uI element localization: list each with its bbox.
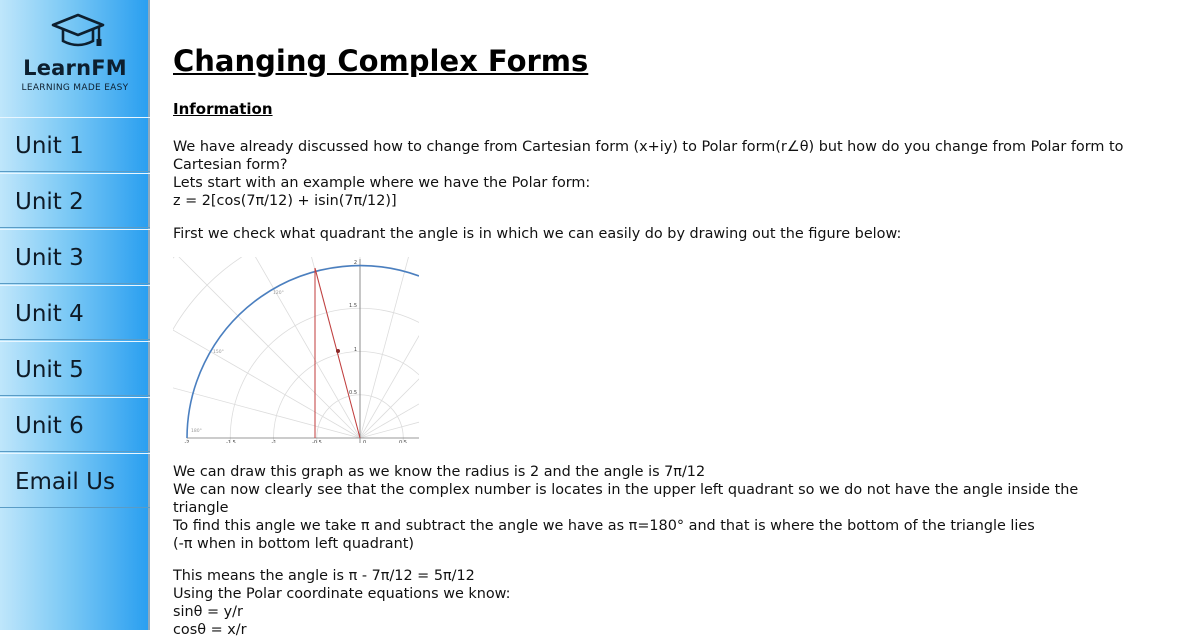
y-tick-label: 1.5 — [349, 303, 357, 309]
brand-name: LearnFM — [23, 56, 127, 80]
graduation-cap-icon — [50, 12, 106, 52]
x-tick-label: -0.5 — [312, 440, 322, 443]
x-tick-label: -2 — [184, 440, 190, 443]
nav-item-unit-6[interactable]: Unit 6 — [0, 397, 150, 452]
y-tick-label: 1 — [353, 347, 357, 353]
text-line: We can now clearly see that the complex number is locates in the upper left quadrant so we do not have the angle inside the — [173, 482, 1079, 498]
text-line: First we check what quadrant the angle is in which we can easily do by drawing out the figure below: — [173, 226, 902, 242]
text-line: We have already discussed how to change from Cartesian form (x+iy) to Polar form(r∠θ) but how do you change from Polar form to — [173, 139, 1124, 155]
text-line: sinθ = y/r — [173, 604, 243, 620]
text-line: We can draw this graph as we know the radius is 2 and the angle is 7π/12 — [173, 464, 706, 480]
text-line: Cartesian form? — [173, 157, 288, 173]
angle-label: 180° — [191, 429, 202, 434]
unit-nav — [0, 117, 150, 508]
nav-item-unit-4[interactable]: Unit 4 — [0, 285, 150, 340]
site-logo[interactable] — [0, 0, 150, 117]
text-line: This means the angle is π - 7π/12 = 5π/12 — [173, 568, 475, 584]
explanation-paragraph — [173, 463, 1188, 553]
page-title: Changing Complex Forms — [173, 44, 589, 78]
angle-label: 120° — [273, 291, 284, 296]
intro-paragraph — [173, 138, 1188, 210]
polar-plot-figure — [173, 257, 419, 443]
text-line: To find this angle we take π and subtract the angle we have as π=180° and that is where the bottom of the triangle lies — [173, 518, 1035, 534]
x-tick-label: -1.5 — [226, 440, 236, 443]
text-line: Lets start with an example where we have the Polar form: — [173, 175, 591, 191]
quadrant-paragraph — [173, 225, 1188, 243]
angle-label: 150° — [213, 350, 224, 355]
x-tick-label: 0.5 — [399, 440, 407, 443]
section-heading: Information — [173, 100, 273, 118]
equations-paragraph — [173, 567, 1188, 639]
text-line: z = 2[cos(7π/12) + isin(7π/12)] — [173, 193, 397, 209]
nav-item-unit-2[interactable]: Unit 2 — [0, 173, 150, 228]
text-line: (-π when in bottom left quadrant) — [173, 536, 415, 552]
nav-item-email-us[interactable]: Email Us — [0, 453, 150, 508]
nav-item-unit-3[interactable]: Unit 3 — [0, 229, 150, 284]
text-line: triangle — [173, 500, 229, 516]
midpoint-marker — [336, 349, 340, 353]
x-tick-label: -1 — [271, 440, 277, 443]
nav-item-unit-1[interactable]: Unit 1 — [0, 117, 150, 172]
text-line: cosθ = x/r — [173, 622, 247, 638]
x-tick-label: 0 — [363, 440, 367, 443]
y-tick-label: 2 — [353, 260, 357, 266]
text-line: Using the Polar coordinate equations we know: — [173, 586, 511, 602]
sidebar — [0, 0, 150, 630]
nav-item-unit-5[interactable]: Unit 5 — [0, 341, 150, 396]
brand-tagline: LEARNING MADE EASY — [21, 83, 129, 93]
y-tick-label: 0.5 — [349, 390, 357, 396]
